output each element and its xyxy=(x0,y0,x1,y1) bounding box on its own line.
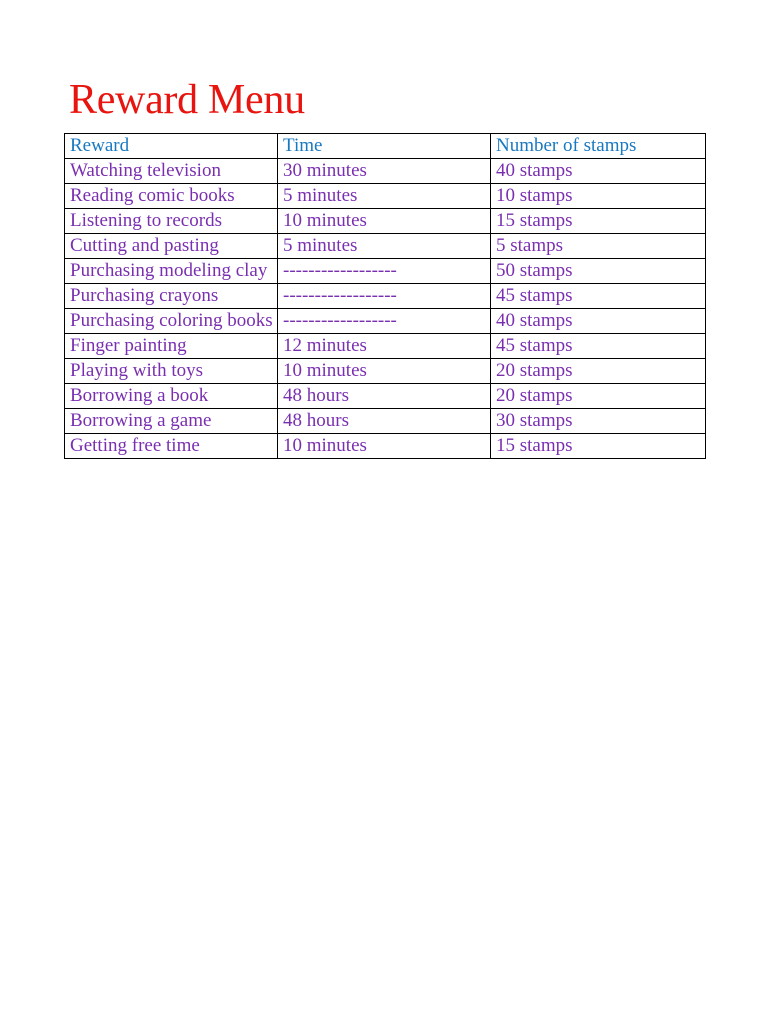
stamps-cell: 15 stamps xyxy=(491,434,706,459)
table-row xyxy=(65,209,706,234)
time-cell: 48 hours xyxy=(278,384,491,409)
table-row xyxy=(65,234,706,259)
reward-cell: Reading comic books xyxy=(65,184,278,209)
time-cell: 10 minutes xyxy=(278,209,491,234)
table-row xyxy=(65,409,706,434)
page-title: Reward Menu xyxy=(69,77,305,123)
reward-cell: Finger painting xyxy=(65,334,278,359)
time-cell: ------------------ xyxy=(278,309,491,334)
table-row xyxy=(65,359,706,384)
reward-cell: Purchasing coloring books xyxy=(65,309,278,334)
stamps-cell: 15 stamps xyxy=(491,209,706,234)
stamps-cell: 20 stamps xyxy=(491,359,706,384)
reward-cell: Purchasing modeling clay xyxy=(65,259,278,284)
stamps-cell: 40 stamps xyxy=(491,309,706,334)
reward-cell: Getting free time xyxy=(65,434,278,459)
reward-cell: Purchasing crayons xyxy=(65,284,278,309)
reward-cell: Playing with toys xyxy=(65,359,278,384)
stamps-cell: 30 stamps xyxy=(491,409,706,434)
time-cell: 10 minutes xyxy=(278,434,491,459)
stamps-cell: 45 stamps xyxy=(491,334,706,359)
stamps-cell: 40 stamps xyxy=(491,159,706,184)
stamps-cell: 50 stamps xyxy=(491,259,706,284)
time-cell: ------------------ xyxy=(278,284,491,309)
table-row xyxy=(65,309,706,334)
column-header-reward: Reward xyxy=(65,134,278,159)
time-cell: 12 minutes xyxy=(278,334,491,359)
time-cell: 10 minutes xyxy=(278,359,491,384)
table-row xyxy=(65,184,706,209)
column-header-time: Time xyxy=(278,134,491,159)
stamps-cell: 20 stamps xyxy=(491,384,706,409)
reward-cell: Watching television xyxy=(65,159,278,184)
stamps-cell: 10 stamps xyxy=(491,184,706,209)
table-row xyxy=(65,434,706,459)
time-cell: 30 minutes xyxy=(278,159,491,184)
table-row xyxy=(65,259,706,284)
reward-cell: Borrowing a book xyxy=(65,384,278,409)
time-cell: ------------------ xyxy=(278,259,491,284)
column-header-stamps: Number of stamps xyxy=(491,134,706,159)
reward-cell: Cutting and pasting xyxy=(65,234,278,259)
time-cell: 5 minutes xyxy=(278,234,491,259)
reward-cell: Listening to records xyxy=(65,209,278,234)
time-cell: 48 hours xyxy=(278,409,491,434)
reward-cell: Borrowing a game xyxy=(65,409,278,434)
stamps-cell: 5 stamps xyxy=(491,234,706,259)
table-row xyxy=(65,384,706,409)
time-cell: 5 minutes xyxy=(278,184,491,209)
table-row xyxy=(65,284,706,309)
reward-table xyxy=(64,133,706,459)
table-header-row xyxy=(65,134,706,159)
table-row xyxy=(65,334,706,359)
stamps-cell: 45 stamps xyxy=(491,284,706,309)
table-row xyxy=(65,159,706,184)
